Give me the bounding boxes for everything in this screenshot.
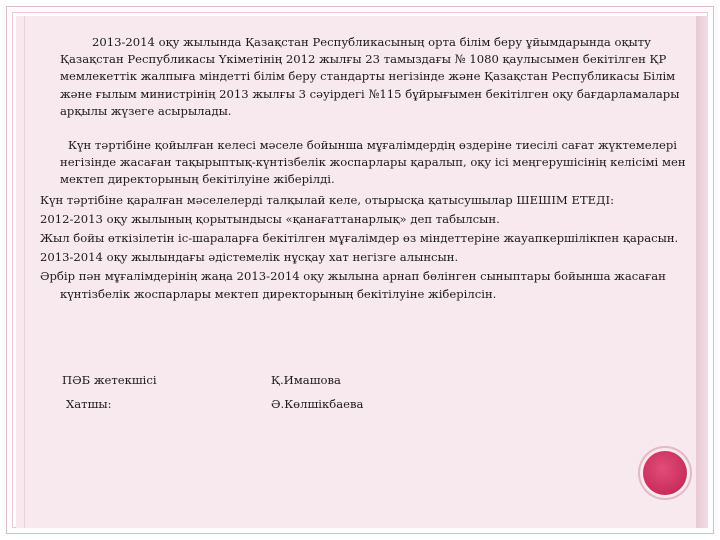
chair-title: ПӘБ жетекшісі xyxy=(62,373,157,387)
right-decor-band xyxy=(696,16,708,528)
secretary-title: Хатшы: xyxy=(66,397,112,411)
decision-item-1: 2012-2013 оқу жылының қорытындысы «қанағаттанарлық» деп табылсын. xyxy=(40,211,500,226)
decision-item-2: Жыл бойы өткізілетін іс-шараларға бекітілген мұғалімдер өз міндеттеріне жауапкершілікпен қарасын. xyxy=(40,231,679,246)
decision-item-4: Әрбір пән мұғалімдерінің жаңа 2013-2014 оқу жылына арнап бөлінген сыныптары бойынша жасаған күнтізбелік жоспарлары мектеп директорының бекітілуіне жіберілсін. xyxy=(40,269,666,301)
paragraph-decision-heading: Күн тәртібіне қаралған мәселелерді талқылай келе, отырысқа қатысушылар ШЕШІМ ЕТЕДІ: xyxy=(40,192,615,207)
secretary-name: Ә.Көлшікбаева xyxy=(271,397,364,411)
paragraph-intro: 2013-2014 оқу жылында Қазақстан Республикасының орта білім беру ұйымдарында оқыту Қазақстан Республикасы Үкіметінің 2012 жылғы 23 тамыздағы № 1080 қаулысымен бекітілген ҚР мемлекеттік жалпыға міндетті білім беру стандарты негізінде және Қазақстан Республикасы Білім және ғылым министрінің 2013 жылғы 3 сәуірдегі №115 бұйрығымен бекітілген оқу бағдарламалары арқылы жүзеге асырылады. xyxy=(60,35,680,118)
left-decor-line xyxy=(24,16,25,528)
document-body xyxy=(40,34,686,303)
decision-item-3: 2013-2014 оқу жылындағы әдістемелік нұсқау хат негізге алынсын. xyxy=(40,250,459,265)
paragraph-agenda: Күн тәртібіне қойылған келесі мәселе бойынша мұғалімдердің өздеріне тиесілі сағат жүктемелері негізінде жасаған тақырыптық-күнтізбелік жоспарлары қаралып, оқу ісі меңгерушісінің келісімі мен мектеп директорының бекітілуіне жіберілді. xyxy=(60,138,686,187)
decorative-circle xyxy=(643,451,687,495)
chair-name: Қ.Имашова xyxy=(271,373,341,387)
